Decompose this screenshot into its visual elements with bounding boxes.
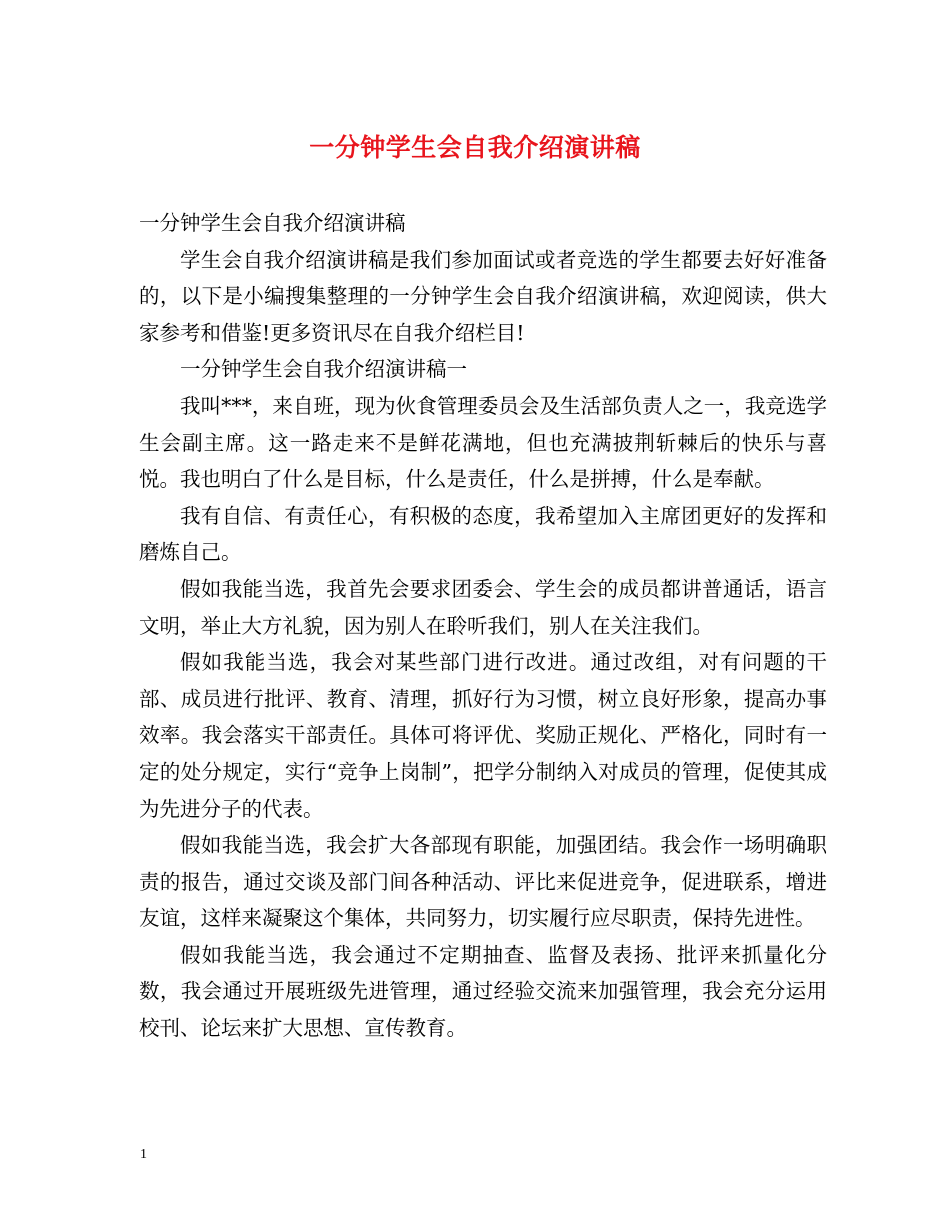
- document-title: 一分钟学生会自我介绍演讲稿: [309, 133, 641, 162]
- document-body: [139, 205, 827, 1047]
- paragraph: 假如我能当选，我会通过不定期抽查、监督及表扬、批评来抓量化分数，我会通过开展班级先进管理，通过经验交流来加强管理，我会充分运用校刊、论坛来扩大思想、宣传教育。: [139, 942, 827, 1041]
- page-number: 1: [140, 1147, 147, 1162]
- paragraph: 我叫***，来自班，现为伙食管理委员会及生活部负责人之一，我竞选学生会副主席。这一路走来不是鲜花满地，但也充满披荆斩棘后的快乐与喜悦。我也明白了什么是目标，什么是责任，什么是拼搏，什么是奉献。: [139, 393, 827, 492]
- paragraph: 假如我能当选，我首先会要求团委会、学生会的成员都讲普通话，语言文明，举止大方礼貌，因为别人在聆听我们，别人在关注我们。: [139, 576, 827, 638]
- paragraph: 我有自信、有责任心，有积极的态度，我希望加入主席团更好的发挥和磨炼自己。: [139, 503, 827, 565]
- paragraph-intro: 学生会自我介绍演讲稿是我们参加面试或者竞选的学生都要去好好准备的，以下是小编搜集整理的一分钟学生会自我介绍演讲稿，欢迎阅读，供大家参考和借鉴!更多资讯尽在自我介绍栏目!: [139, 247, 827, 345]
- subtitle-line: 一分钟学生会自我介绍演讲稿: [139, 211, 406, 235]
- paragraph: 假如我能当选，我会对某些部门进行改进。通过改组，对有问题的干部、成员进行批评、教育、清理，抓好行为习惯，树立良好形象，提高办事效率。我会落实干部责任。具体可将评优、奖励正规化、严格化，同时有一定的处分规定，实行“竞争上岗制”，把学分制纳入对成员的管理，促使其成为先进分子的代表。: [139, 650, 827, 821]
- section-heading: 一分钟学生会自我介绍演讲稿一: [180, 357, 467, 382]
- paragraph: 假如我能当选，我会扩大各部现有职能，加强团结。我会作一场明确职责的报告，通过交谈及部门间各种活动、评比来促进竞争，促进联系，增进友谊，这样来凝聚这个集体，共同努力，切实履行应尽职责，保持先进性。: [139, 833, 827, 931]
